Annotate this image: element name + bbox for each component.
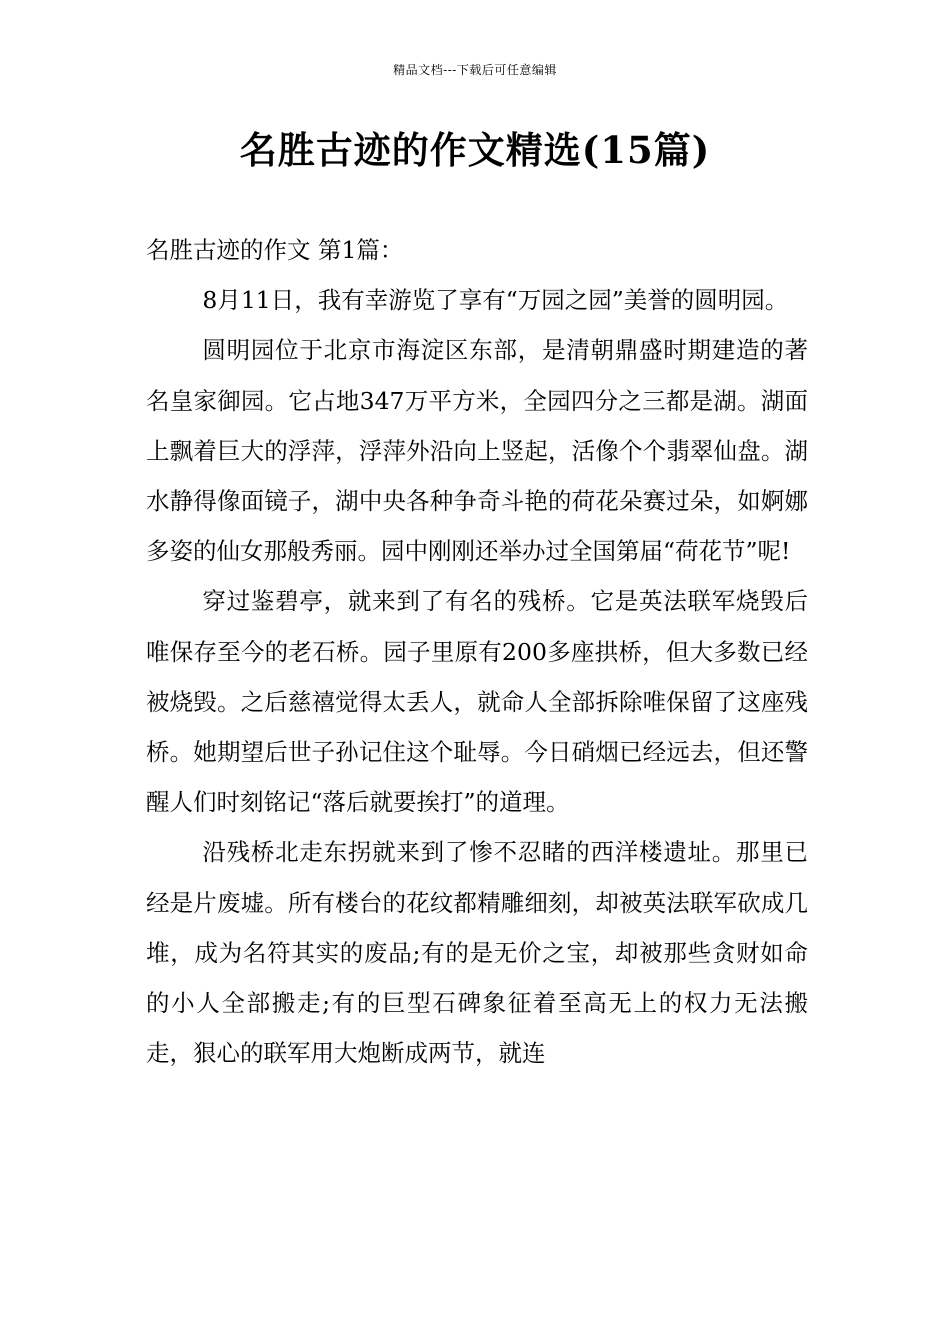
section-heading: 名胜古迹的作文 第1篇： (146, 236, 404, 264)
page-title: 名胜古迹的作文精选(15篇) (239, 128, 711, 172)
paragraph-3: 穿过鉴碧亭，就来到了有名的残桥。它是英法联军烧毁后唯保存至今的老石桥。园子里原有200多座拱桥，但大多数已经被烧毁。之后慈禧觉得太丢人，就命人全部拆除唯保留了这座残桥。她期望后世子孙记住这个耻辱。今日硝烟已经远去，但还警醒人们时刻铭记“落后就要挨打”的道理。 (146, 587, 808, 817)
paragraph-1: 8月11日，我有幸游览了享有“万园之园”美誉的圆明园。 (202, 286, 789, 315)
body-text (146, 225, 808, 1078)
paragraph-4: 沿残桥北走东拐就来到了惨不忍睹的西洋楼遗址。那里已经是片废墟。所有楼台的花纹都精雕细刻，却被英法联军砍成几堆，成为名符其实的废品;有的是无价之宝，却被那些贪财如命的小人全部搬走;有的巨型石碑象征着至高无上的权力无法搬走，狠心的联军用大炮断成两节，就连 (146, 838, 808, 1068)
paragraph-2: 圆明园位于北京市海淀区东部，是清朝鼎盛时期建造的著名皇家御园。它占地347万平方米，全园四分之三都是湖。湖面上飘着巨大的浮萍，浮萍外沿向上竖起，活像个个翡翠仙盘。湖水静得像面镜子，湖中央各种争奇斗艳的荷花朵赛过朵，如婀娜多姿的仙女那般秀丽。园中刚刚还举办过全国第届“荷花节”呢! (146, 336, 808, 566)
header-note: 精品文档---下载后可任意编辑 (393, 63, 557, 77)
